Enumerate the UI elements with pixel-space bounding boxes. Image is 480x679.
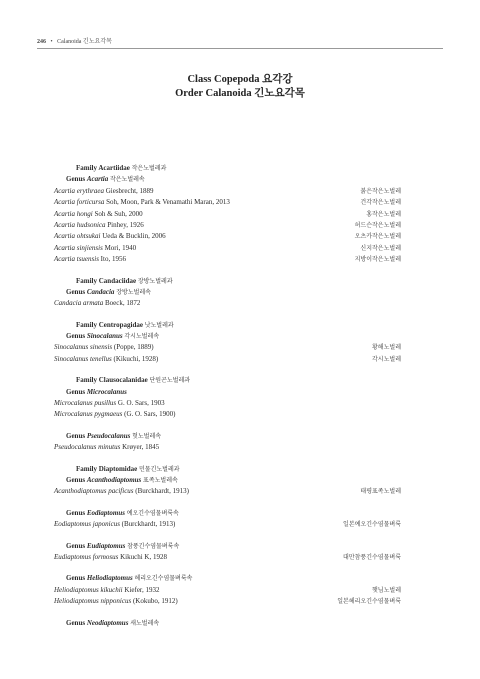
genus-heading (54, 618, 401, 629)
group-spacer (54, 310, 401, 320)
family-name: Family Candaciidae (76, 276, 137, 285)
genus-label (66, 508, 179, 519)
species-author: Giesbrecht, 1889 (105, 186, 154, 195)
genus-korean-name: 헤리오긴수염물벼룩속 (134, 575, 193, 583)
family-label (76, 320, 174, 331)
species-korean-name: 건각작은노벌레 (360, 199, 401, 207)
family-name: Family Diaptomidae (76, 464, 138, 473)
species-author: (Poppe, 1889) (113, 343, 154, 352)
genus-name: Candacia (86, 287, 115, 296)
genus-korean-name: 장방노벌레속 (116, 288, 151, 296)
genus-name: Pseudocalanus (86, 431, 131, 440)
genus-label (66, 431, 161, 442)
species-label (54, 519, 175, 530)
genus-korean-name: 각시노벌레속 (124, 333, 160, 341)
species-author: Kiefer, 1932 (124, 585, 160, 594)
species-author: Mori, 1940 (104, 243, 137, 252)
family-name: Family Centropagidae (76, 320, 143, 329)
species-row (54, 220, 401, 231)
species-name: Eodiaptomus japonicus (54, 520, 120, 529)
group-spacer (54, 531, 401, 541)
species-row (54, 519, 401, 530)
family-heading (54, 375, 401, 386)
species-name: Acartia erythraea (54, 186, 104, 195)
species-row (54, 596, 401, 607)
genus-prefix: Genus (66, 541, 87, 550)
genus-label (66, 287, 151, 298)
species-name: Acartia forticursa (54, 198, 105, 207)
species-korean-name: 태평표족노벌레 (360, 488, 401, 496)
species-name: Heliodiaptomus kikuchii (54, 585, 123, 594)
genus-prefix: Genus (66, 332, 87, 341)
order-title: Order Calanoida 긴노요각목 (175, 88, 305, 99)
group-spacer (54, 365, 401, 375)
genus-heading (54, 508, 401, 519)
family-heading (54, 163, 401, 174)
genus-label (66, 387, 127, 398)
genus-korean-name: 예오긴수염물벼룩속 (126, 509, 179, 517)
genus-heading (54, 287, 401, 298)
species-korean-name: 일본헤리오긴수염물벼룩 (337, 598, 401, 606)
genus-heading (54, 475, 401, 486)
class-title: Class Copepoda 요각강 (187, 74, 293, 85)
genus-korean-name: 헛노벌레속 (132, 432, 162, 440)
genus-label (66, 475, 178, 486)
species-korean-name: 허드슨작은노벌레 (354, 221, 401, 229)
species-korean-name: 오츠카작은노벌레 (354, 233, 401, 241)
genus-name: Acartia (86, 175, 109, 184)
species-label (54, 209, 143, 220)
family-name: Family Acartiidae (76, 164, 130, 172)
species-name: Acartia tsuensis (54, 255, 99, 264)
genus-name: Eudiaptomus (86, 541, 126, 550)
species-label (54, 486, 189, 497)
species-author: Krøyer, 1845 (122, 443, 160, 452)
species-row (54, 354, 401, 365)
species-author: Soh & Suh, 2000 (94, 209, 143, 218)
genus-label (66, 541, 179, 552)
genus-heading (54, 331, 401, 342)
species-row (54, 398, 401, 409)
genus-heading (54, 541, 401, 552)
species-korean-name: 지방이작은노벌레 (354, 256, 401, 264)
genus-name: Acanthodiaptomus (86, 475, 142, 484)
family-heading (54, 276, 401, 287)
family-label (76, 464, 180, 475)
genus-prefix: Genus (66, 508, 87, 517)
species-label (54, 596, 178, 607)
species-korean-name: 붉은작은노벌레 (360, 187, 401, 195)
group-spacer (54, 421, 401, 431)
species-row (54, 342, 401, 353)
species-author: (Burckhardt, 1913) (121, 520, 176, 529)
species-author: Pinhey, 1926 (107, 220, 144, 229)
species-row (54, 254, 401, 265)
genus-prefix: Genus (66, 175, 87, 184)
species-label (54, 409, 175, 420)
species-name: Heliodiaptomus nipponicus (54, 597, 132, 606)
species-label (54, 398, 165, 409)
group-spacer (54, 563, 401, 573)
genus-name: Neodiaptomus (86, 618, 129, 627)
species-name: Eudiaptomus formosus (54, 552, 119, 561)
species-label (54, 552, 167, 563)
species-row (54, 552, 401, 563)
species-author: Ito, 1956 (100, 255, 126, 264)
family-korean-name: 낫노벌레과 (144, 321, 174, 329)
family-korean-name: 작은노벌레과 (131, 165, 167, 172)
header-rule (37, 48, 443, 49)
genus-heading (54, 573, 401, 584)
species-row (54, 231, 401, 242)
species-name: Sinocalanus tenellus (54, 354, 112, 363)
species-name: Acartia hongi (54, 209, 93, 218)
group-spacer (54, 266, 401, 276)
species-label (54, 585, 160, 596)
genus-prefix: Genus (66, 618, 87, 627)
family-label (76, 276, 173, 287)
species-label (54, 442, 159, 453)
genus-label (66, 174, 145, 185)
taxon-list (54, 163, 401, 629)
genus-heading (54, 431, 401, 442)
genus-prefix: Genus (66, 287, 87, 296)
genus-name: Heliodiaptomus (86, 574, 133, 583)
genus-label (66, 573, 192, 584)
species-author: G. O. Sars, 1903 (117, 399, 165, 408)
genus-heading (54, 174, 401, 185)
species-name: Microcalanus pusillus (54, 399, 117, 408)
species-row (54, 186, 401, 197)
species-label (54, 298, 140, 309)
species-author: Kikuchi K, 1928 (120, 552, 167, 561)
species-row (54, 197, 401, 208)
family-korean-name: 장방노벌레과 (137, 277, 173, 285)
species-korean-name: 신지작은노벌레 (360, 244, 401, 252)
species-label (54, 186, 154, 197)
species-row (54, 298, 401, 309)
species-korean-name: 대만참풍긴수염물벼룩 (343, 553, 401, 561)
genus-label (66, 618, 159, 629)
genus-name: Sinocalanus (86, 332, 123, 341)
species-row (54, 209, 401, 220)
genus-heading (54, 387, 401, 398)
species-label (54, 220, 144, 231)
genus-name: Microcalanus (86, 387, 127, 396)
genus-korean-name: 새노벌레속 (130, 619, 160, 627)
family-label (76, 163, 166, 174)
group-spacer (54, 498, 401, 508)
header-separator: • (50, 39, 53, 45)
species-korean-name: 일본예오긴수염물벼룩 (343, 521, 401, 529)
genus-prefix: Genus (66, 387, 87, 396)
genus-korean-name: 표족노벌레속 (143, 476, 178, 484)
genus-korean-name: 작은노벌레속 (109, 176, 145, 184)
species-author: Ueda & Bucklin, 2006 (102, 232, 166, 241)
genus-korean-name: 참풍긴수염물벼룩속 (127, 542, 180, 550)
species-label (54, 197, 230, 208)
species-row (54, 409, 401, 420)
species-label (54, 243, 136, 254)
species-row (54, 585, 401, 596)
group-spacer (54, 454, 401, 464)
species-korean-name: 햇님노벌레 (372, 586, 401, 594)
genus-prefix: Genus (66, 475, 87, 484)
family-korean-name: 민물긴노벌레과 (139, 465, 180, 473)
species-author: (G. O. Sars, 1900) (124, 410, 176, 419)
species-author: Boeck, 1872 (104, 299, 141, 308)
species-label (54, 342, 154, 353)
page-number: 246 (37, 39, 46, 45)
genus-label (66, 331, 159, 342)
family-korean-name: 단원곤노벌레과 (149, 377, 191, 385)
family-heading (54, 464, 401, 475)
species-label (54, 354, 158, 365)
family-label (76, 375, 190, 386)
species-author: (Burckhardt, 1913) (135, 487, 189, 496)
species-row (54, 243, 401, 254)
species-name: Candacia armata (54, 299, 104, 308)
species-author: (Kikuchi, 1928) (113, 354, 159, 363)
species-name: Pseudocalanus minutus (54, 443, 121, 452)
species-name: Microcalanus pygmaeus (54, 410, 123, 419)
species-name: Acartia hudsonica (54, 220, 106, 229)
family-name: Family Clausocalanidae (76, 376, 148, 385)
species-korean-name: 황해노벌레 (372, 344, 401, 352)
genus-prefix: Genus (66, 431, 87, 440)
species-korean-name: 홍작은노벌레 (366, 210, 401, 218)
genus-name: Eodiaptomus (86, 508, 125, 517)
species-author: Soh, Moon, Park & Venamathi Maran, 2013 (106, 198, 230, 207)
species-label (54, 231, 166, 242)
species-name: Acartia ohtsukai (54, 232, 101, 241)
species-author: (Kokubo, 1912) (132, 597, 178, 606)
species-name: Acanthodiaptomus pacificus (54, 487, 134, 496)
running-title: Calanoida 긴노요각목 (57, 39, 112, 45)
family-heading (54, 320, 401, 331)
species-row (54, 486, 401, 497)
species-korean-name: 각시노벌레 (372, 355, 401, 363)
species-name: Acartia sinjiensis (54, 243, 103, 252)
genus-prefix: Genus (66, 574, 87, 583)
running-header (37, 36, 112, 45)
species-row (54, 442, 401, 453)
species-label (54, 254, 126, 265)
group-spacer (54, 608, 401, 618)
species-name: Sinocalanus sinensis (54, 343, 113, 352)
